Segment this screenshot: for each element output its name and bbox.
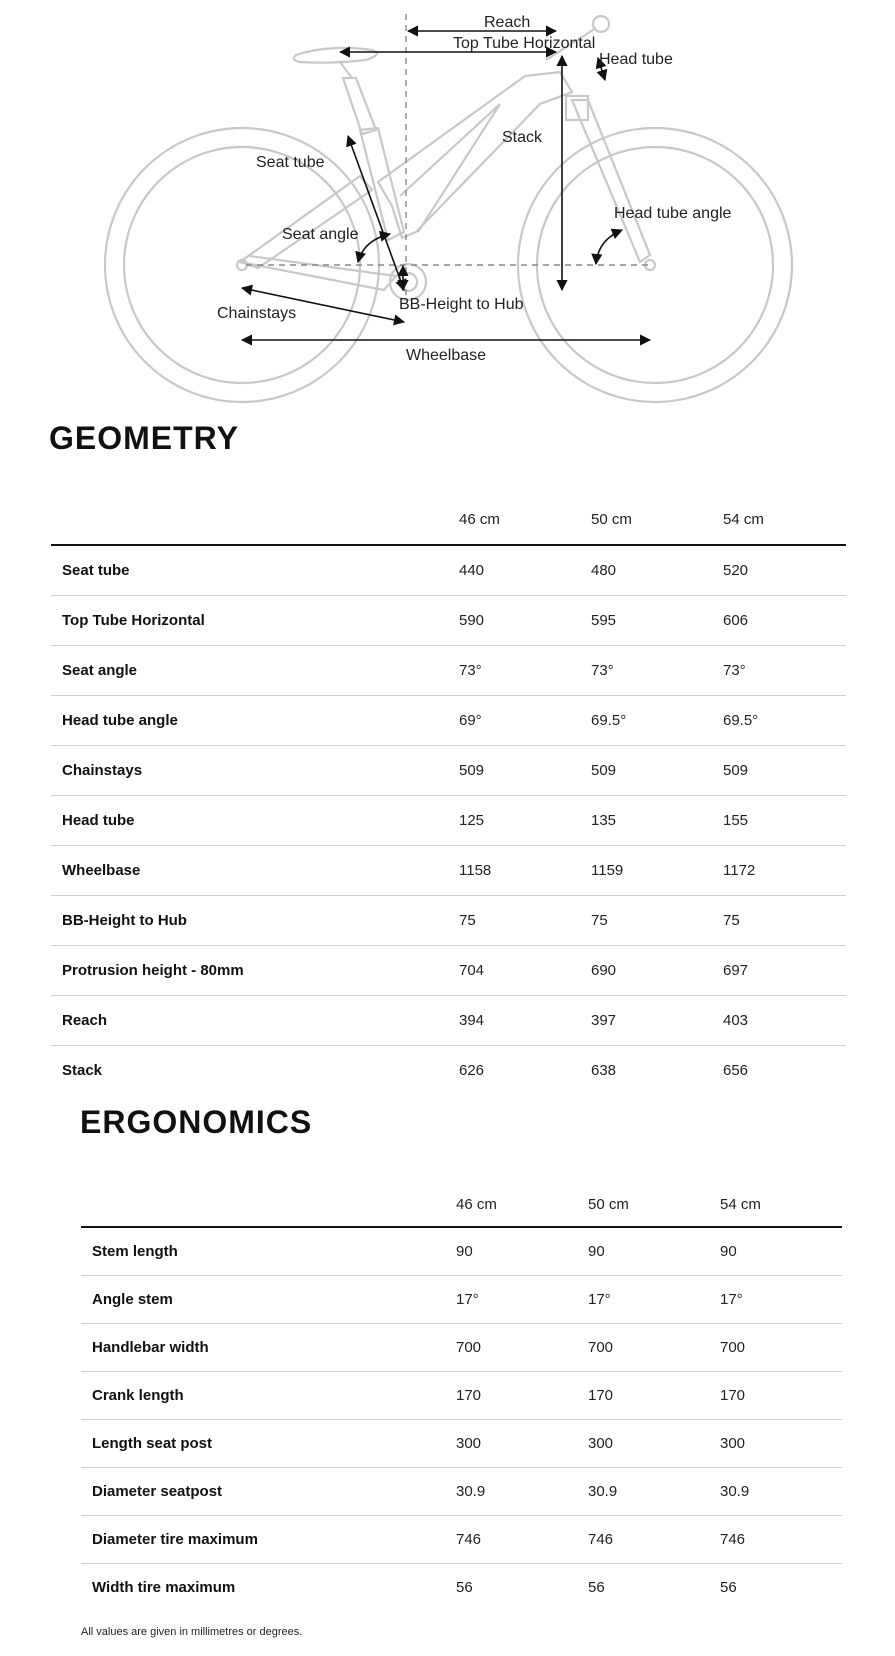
- table-row: [51, 896, 846, 946]
- row-value: 394: [459, 996, 591, 1046]
- head-tube-angle-arc: [596, 230, 622, 264]
- row-label: Width tire maximum: [81, 1564, 456, 1612]
- row-label: Handlebar width: [81, 1324, 456, 1372]
- row-value: 697: [723, 946, 846, 996]
- row-value: 17°: [720, 1276, 842, 1324]
- table-row: [81, 1420, 842, 1468]
- row-value: 656: [723, 1046, 846, 1096]
- row-value: 690: [591, 946, 723, 996]
- row-value: 626: [459, 1046, 591, 1096]
- row-value: 300: [588, 1420, 720, 1468]
- table-row: [81, 1276, 842, 1324]
- row-value: 75: [591, 896, 723, 946]
- row-value: 30.9: [720, 1468, 842, 1516]
- row-value: 480: [591, 562, 617, 579]
- seat-tube-arrow: [348, 136, 404, 290]
- row-label: BB-Height to Hub: [51, 896, 459, 946]
- row-value: 90: [456, 1243, 473, 1260]
- row-value: 509: [591, 746, 723, 796]
- table-row: [51, 1046, 846, 1096]
- row-label: Head tube: [51, 796, 459, 846]
- row-value: 595: [591, 596, 723, 646]
- row-value: 75: [723, 896, 846, 946]
- row-value: 300: [456, 1420, 588, 1468]
- table-row: [51, 796, 846, 846]
- ergonomics-col-46: 46 cm: [456, 1183, 588, 1227]
- row-label: Head tube angle: [51, 696, 459, 746]
- row-value: 30.9: [588, 1468, 720, 1516]
- table-row: [81, 1372, 842, 1420]
- row-label: Crank length: [81, 1372, 456, 1420]
- geometry-col-54: 54 cm: [723, 494, 846, 545]
- geometry-col-50: 50 cm: [591, 494, 723, 545]
- row-label: Stack: [51, 1046, 459, 1096]
- row-value: 509: [723, 746, 846, 796]
- row-value: 440: [459, 562, 485, 579]
- row-value: 56: [588, 1564, 720, 1612]
- row-value: 155: [723, 796, 846, 846]
- table-row: [81, 1227, 842, 1276]
- row-value: 56: [456, 1564, 588, 1612]
- row-value: 75: [459, 896, 591, 946]
- table-row: [81, 1324, 842, 1372]
- head-tube-angle-label: Head tube angle: [614, 205, 732, 222]
- row-value: 509: [459, 746, 591, 796]
- row-label: Chainstays: [51, 746, 459, 796]
- row-label: Stem length: [92, 1243, 178, 1260]
- row-label: Seat angle: [51, 646, 459, 696]
- row-value: 135: [591, 796, 723, 846]
- table-row: [51, 846, 846, 896]
- top-tube-horizontal-label: Top Tube Horizontal: [453, 35, 596, 52]
- row-label: Seat tube: [62, 562, 130, 579]
- row-label: Diameter tire maximum: [81, 1516, 456, 1564]
- row-label: Reach: [51, 996, 459, 1046]
- row-value: 746: [720, 1516, 842, 1564]
- row-label: Angle stem: [81, 1276, 456, 1324]
- geometry-header-blank: [51, 494, 459, 545]
- row-value: 170: [588, 1372, 720, 1420]
- table-row: [51, 946, 846, 996]
- row-value: 700: [588, 1324, 720, 1372]
- reach-label: Reach: [484, 14, 531, 31]
- table-row: [51, 596, 846, 646]
- row-value: 300: [720, 1420, 842, 1468]
- ergonomics-header-blank: [81, 1183, 456, 1227]
- geometry-title: GEOMETRY: [49, 420, 239, 456]
- ergonomics-title: ERGONOMICS: [80, 1104, 313, 1140]
- ergonomics-table: [81, 1183, 842, 1611]
- bike-geometry-diagram: [0, 0, 895, 410]
- row-value: 90: [588, 1243, 605, 1260]
- table-row: [51, 646, 846, 696]
- table-row: [81, 1516, 842, 1564]
- row-value: 700: [456, 1324, 588, 1372]
- stack-label: Stack: [502, 129, 543, 146]
- ergonomics-col-50: 50 cm: [588, 1183, 720, 1227]
- row-value: 170: [720, 1372, 842, 1420]
- table-row: [51, 746, 846, 796]
- row-value: 69°: [459, 696, 591, 746]
- row-value: 1172: [723, 846, 846, 896]
- row-label: Protrusion height - 80mm: [51, 946, 459, 996]
- row-value: 56: [720, 1564, 842, 1612]
- wheelbase-label: Wheelbase: [406, 347, 487, 364]
- geometry-header-row: [51, 494, 846, 545]
- row-value: 1159: [591, 846, 723, 896]
- seat-tube-label: Seat tube: [256, 154, 325, 171]
- row-value: 170: [456, 1372, 588, 1420]
- row-value: 69.5°: [723, 696, 846, 746]
- row-label: Diameter seatpost: [81, 1468, 456, 1516]
- row-label: Wheelbase: [51, 846, 459, 896]
- row-value: 125: [459, 796, 591, 846]
- row-value: 403: [723, 996, 846, 1046]
- row-value: 746: [456, 1516, 588, 1564]
- row-value: 746: [588, 1516, 720, 1564]
- table-row: [51, 696, 846, 746]
- row-value: 90: [720, 1243, 737, 1260]
- table-row: [81, 1564, 842, 1612]
- row-value: 73°: [591, 646, 723, 696]
- row-value: 704: [459, 946, 591, 996]
- row-value: 700: [720, 1324, 842, 1372]
- row-value: 17°: [588, 1276, 720, 1324]
- table-row: [51, 545, 846, 596]
- footnote: All values are given in millimetres or degrees.: [81, 1626, 303, 1638]
- row-value: 30.9: [456, 1468, 588, 1516]
- row-value: 590: [459, 596, 591, 646]
- seat-angle-label: Seat angle: [282, 226, 359, 243]
- row-value: 73°: [723, 646, 846, 696]
- head-tube-label: Head tube: [599, 51, 673, 68]
- row-value: 397: [591, 996, 723, 1046]
- row-value: 73°: [459, 646, 591, 696]
- row-value: 69.5°: [591, 696, 723, 746]
- chainstays-label: Chainstays: [217, 305, 297, 322]
- row-value: 17°: [456, 1276, 588, 1324]
- row-value: 1158: [459, 846, 591, 896]
- row-value: 638: [591, 1046, 723, 1096]
- ergonomics-col-54: 54 cm: [720, 1183, 842, 1227]
- geometry-table: [51, 494, 846, 1095]
- row-label: Top Tube Horizontal: [51, 596, 459, 646]
- table-row: [51, 996, 846, 1046]
- table-row: [81, 1468, 842, 1516]
- row-value: 606: [723, 596, 846, 646]
- bb-height-to-hub-label: BB-Height to Hub: [399, 296, 524, 313]
- ergonomics-header-row: [81, 1183, 842, 1227]
- row-value: 520: [723, 562, 749, 579]
- row-label: Length seat post: [81, 1420, 456, 1468]
- geometry-col-46: 46 cm: [459, 494, 591, 545]
